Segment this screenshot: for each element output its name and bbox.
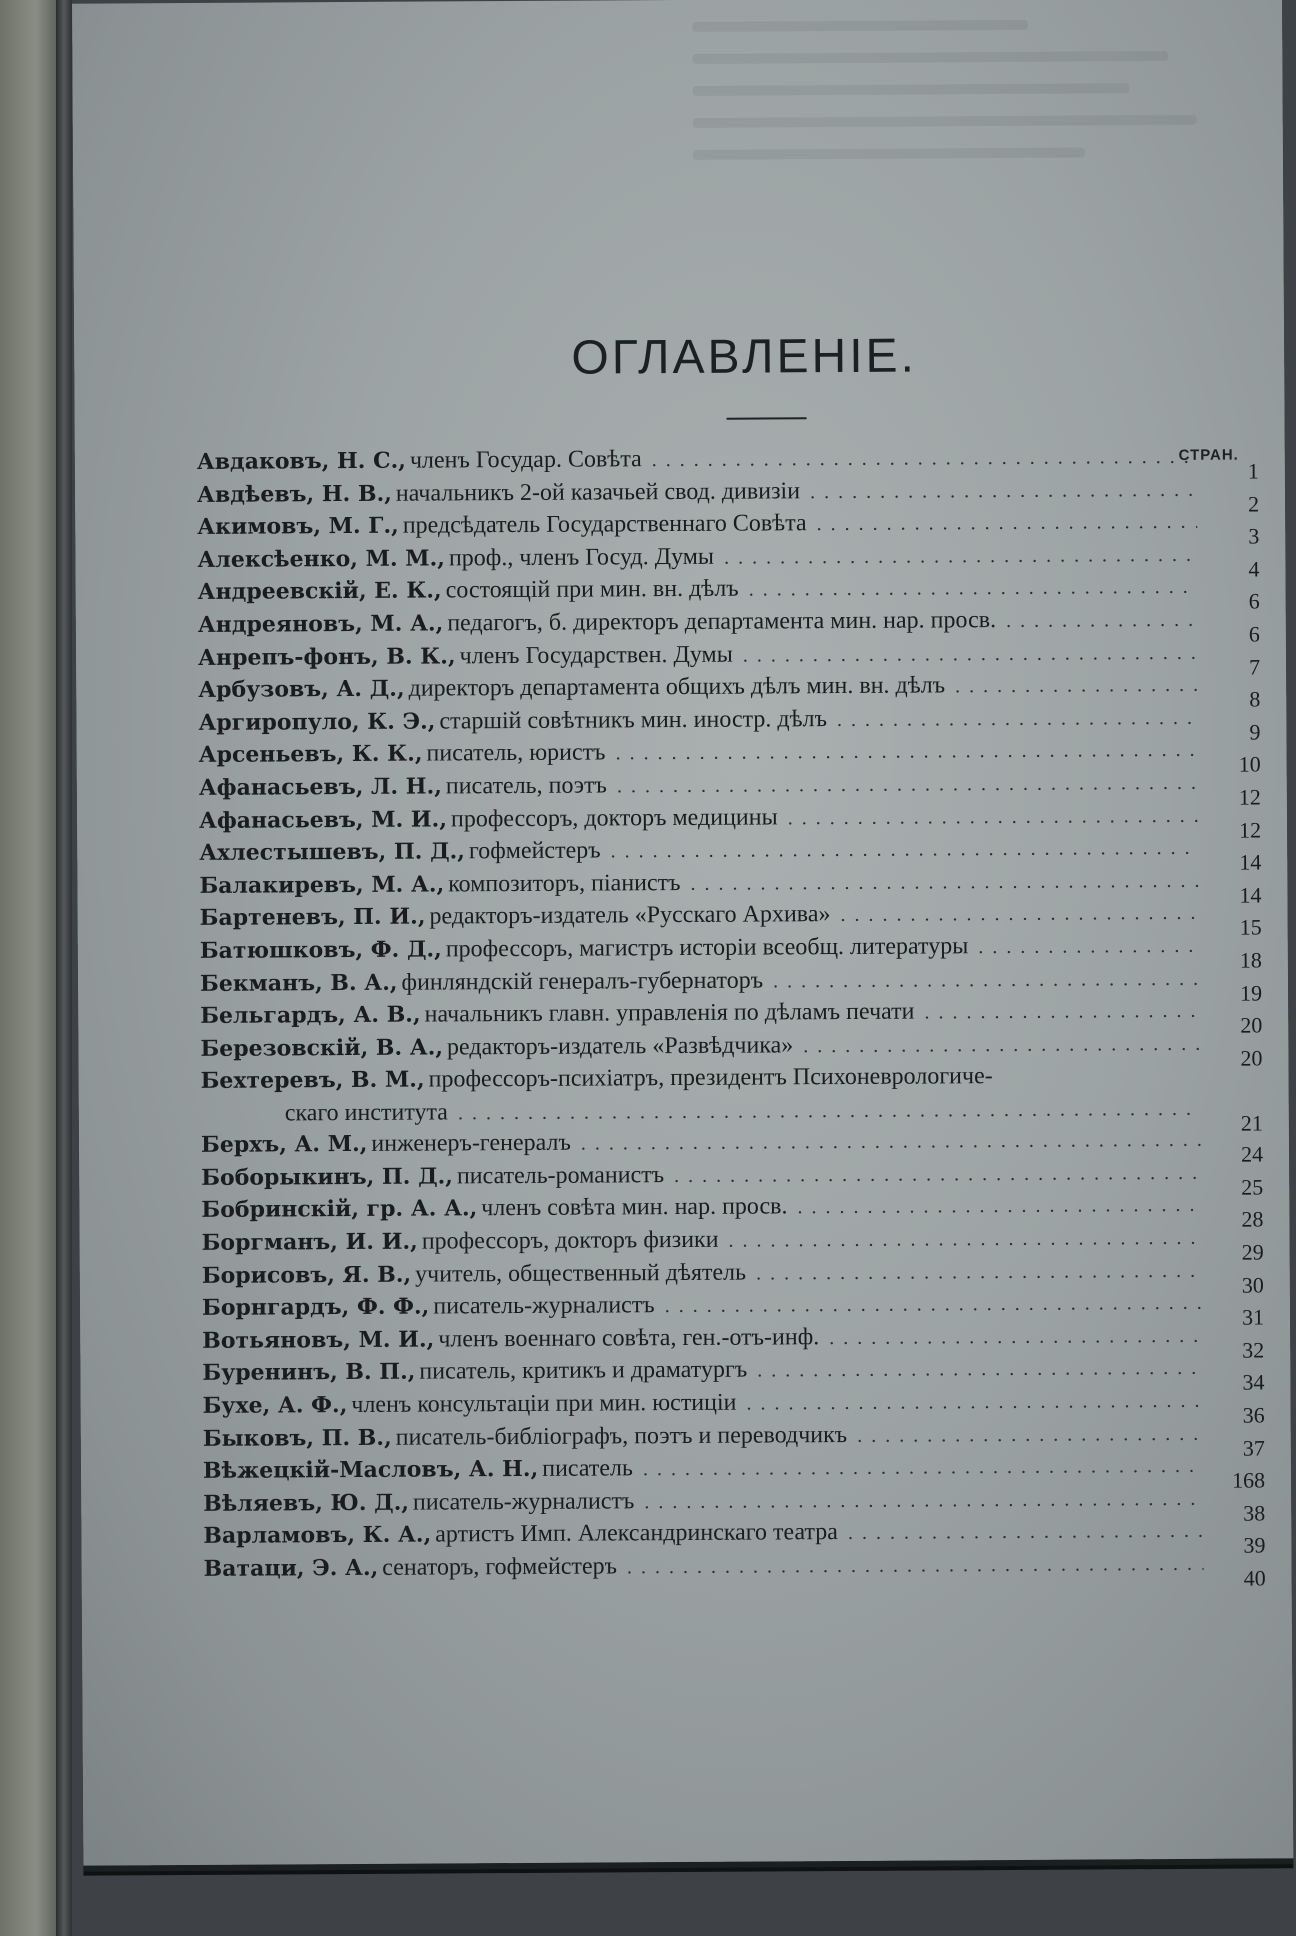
table-of-contents [196,442,1266,1591]
dot-leader [773,967,1200,993]
entry-description: редакторъ-издатель «Русскаго Архива» [429,901,831,930]
entry-description: писатель, поэтъ [445,772,608,800]
entry-description: начальникъ 2-ой казачьей свод. дивизіи [395,477,801,507]
entry-description: членъ совѣта мин. нар. просв. [481,1193,788,1222]
entry-name: Борисовъ, Я. В., [201,1261,412,1289]
entry-name: Бельгардъ, А. В., [200,1001,421,1030]
dot-leader [627,1553,1204,1580]
entry-description: писатель, критикъ и драматургъ [419,1357,748,1386]
entry-description: предсѣдатель Государственнаго Совѣта [402,510,807,539]
entry-name: Андреяновъ, М. А., [197,610,444,638]
entry-name: Афанасьевъ, М. И., [198,805,448,834]
entry-page-number: 168 [1231,1467,1266,1493]
entry-description: писатель-журналистъ [412,1488,635,1516]
entry-page-number: 7 [1249,654,1261,680]
entry-description: артистъ Имп. Александринскаго театра [435,1519,838,1548]
dot-leader [665,1292,1202,1318]
dot-leader [643,1455,1203,1481]
entry-name: Анрепъ-фонъ, В. К., [197,642,456,671]
entry-description: проф., членъ Госуд. Думы [448,543,715,572]
entry-page-number: 38 [1243,1500,1266,1526]
entry-name: Батюшковъ, Ф. Д., [199,936,442,964]
entry-description: скаго института [284,1099,448,1127]
entry-page-number: 18 [1239,947,1262,973]
entry-name: Балакиревъ, М. А., [199,871,445,899]
entry-page-number: 21 [1240,1110,1263,1136]
entry-description: инженеръ-генералъ [371,1129,571,1158]
entry-name: Буренинъ, В. П., [202,1359,416,1387]
page-column-header: СТРАН. [1178,446,1239,464]
entry-page-number: 1 [1247,458,1259,484]
entry-page-number: 3 [1248,523,1260,549]
entry-page-number: 28 [1241,1206,1264,1233]
entry-page-number: 6 [1248,621,1260,647]
entry-description: профессоръ, докторъ физики [421,1226,719,1255]
entry-page-number: 40 [1243,1565,1266,1591]
entry-name: Вѣжецкій-Масловъ, А. Н., [202,1456,539,1485]
entry-page-number: 8 [1249,686,1261,712]
entry-page-number: 15 [1239,914,1262,940]
dot-leader [615,739,1198,766]
entry-description: членъ военнаго совѣта, ген.-отъ-инф. [438,1324,820,1353]
dot-leader [817,511,1198,536]
entry-name: Бобринскій, гр. А. А., [201,1195,478,1224]
entry-page-number: 24 [1240,1141,1264,1167]
book-gutter [56,0,72,1936]
entry-name: Алексѣенко, М. М., [197,545,445,573]
entry-page-number: 14 [1239,849,1262,875]
dot-leader [840,902,1199,927]
title-rule [727,417,807,419]
page-title: ОГЛАВЛЕНІЕ. [571,329,918,385]
entry-page-number: 37 [1242,1435,1265,1461]
entry-description: членъ консультаціи при мин. юстиціи [351,1389,737,1419]
entry-name: Вотьяновъ, М. И., [202,1326,435,1354]
entry-description: директоръ департамента общихъ дѣлъ мин. вн. дѣлъ [408,672,946,702]
entry-name: Берхъ, А. М., [200,1131,368,1159]
entry-name: Быковъ, П. В., [202,1424,392,1452]
entry-description: учитель, общественный дѣятель [415,1259,747,1288]
entry-page-number: 9 [1249,719,1261,745]
entry-page-number: 29 [1241,1239,1264,1265]
entry-description: гофмейстеръ [468,837,601,865]
entry-name: Боргманъ, И. И., [201,1228,418,1256]
dot-leader [617,772,1199,799]
entry-name: Вѣляевъ, Ю. Д., [203,1489,410,1517]
entry-page-number: 30 [1241,1272,1264,1298]
dot-leader [955,674,1198,698]
dot-leader [978,935,1200,959]
entry-name: Акимовъ, М. Г., [197,512,399,541]
dot-leader [797,1194,1201,1219]
entry-description: старшій совѣтникъ мин. иностр. дѣлъ [439,705,828,735]
entry-page-number: 34 [1242,1369,1265,1396]
entry-page-number: 32 [1242,1337,1265,1363]
entry-page-number: 6 [1248,588,1260,614]
entry-name: Варламовъ, К. А., [203,1521,432,1550]
dot-leader [837,707,1199,732]
entry-description: писатель-журналистъ [433,1292,655,1320]
facing-page-edge [0,0,60,1936]
toc-entry [203,1549,1266,1591]
dot-leader [829,1325,1202,1350]
dot-leader [810,478,1197,503]
entry-name: Афанасьевъ, Л. Н., [198,773,442,801]
entry-name: Бухе, А. Ф., [202,1392,348,1419]
dot-leader [857,1422,1203,1447]
entry-description: начальникъ главн. управленія по дѣламъ печати [424,998,915,1028]
entry-name: Боборыкинъ, П. Д., [201,1163,453,1191]
bleed-through-text [692,0,1254,300]
entry-description: редакторъ-издатель «Развѣдчика» [446,1031,794,1061]
entry-description: членъ Государ. Совѣта [409,446,642,474]
entry-description: состоящій при мин. вн. дѣлъ [445,576,739,604]
entry-description: профессоръ, докторъ медицины [450,803,778,832]
dot-leader [690,870,1199,896]
entry-page-number: 19 [1239,979,1263,1006]
entry-name: Ватаци, Э. А., [203,1554,379,1582]
entry-name: Авдаковъ, Н. С., [196,447,406,475]
entry-page-number: 12 [1239,816,1262,843]
dot-leader [644,1488,1203,1514]
entry-name: Арсеньевъ, К. К., [198,740,423,769]
entry-name: Авдѣевъ, Н. В., [196,480,392,508]
entry-description: писатель [542,1455,634,1483]
entry-description: сенаторъ, гофмейстеръ [382,1553,618,1581]
dot-leader [749,576,1198,602]
entry-description: писатель-библіографъ, поэтъ и переводчикъ [395,1421,848,1451]
entry-page-number: 25 [1241,1174,1264,1200]
entry-description: профессоръ, магистръ исторіи всеобщ. литературы [445,933,969,963]
dot-leader [756,1259,1202,1285]
entry-name: Бартеневъ, П. И., [199,903,426,932]
dot-leader [724,544,1198,570]
entry-page-number: 20 [1240,1012,1263,1038]
entry-page-number: 12 [1238,784,1261,810]
entry-name: Арбузовъ, А. Д., [198,675,405,704]
entry-name: Борнгардъ, Ф. Ф., [201,1293,430,1322]
dot-leader [924,1000,1200,1025]
entry-page-number: 14 [1239,882,1262,908]
dot-leader [581,1129,1201,1156]
entry-page-number: 20 [1240,1045,1263,1071]
entry-description: композиторъ, піанистъ [448,869,681,898]
dot-leader [803,1033,1200,1058]
entry-page-number: 10 [1238,751,1261,777]
dot-leader [728,1227,1201,1253]
dot-leader [743,641,1198,667]
entry-description: писатель-романистъ [456,1161,665,1190]
entry-name: Бехтеревъ, В. М., [200,1066,425,1095]
dot-leader [757,1357,1202,1383]
entry-name: Березовскій, В. А., [200,1034,444,1062]
dot-leader [674,1162,1201,1188]
dot-leader [652,446,1197,472]
book-page [72,0,1293,1866]
entry-description: профессоръ-психіатръ, президентъ Психоневрологиче- [428,1063,993,1093]
entry-page-number: 31 [1241,1304,1265,1330]
entry-page-number: 2 [1248,491,1260,517]
dot-leader [848,1520,1204,1545]
entry-page-number: 4 [1248,556,1260,582]
entry-name: Бекманъ, В. А., [199,969,398,997]
entry-description: писатель, юристъ [426,739,606,767]
dot-leader [458,1098,1201,1126]
entry-description: педагогъ, б. директоръ департамента мин. нар. просв. [447,607,997,637]
entry-name: Андреевскій, Е. К., [197,577,442,606]
entry-description: членъ Государствен. Думы [459,641,733,669]
entry-page-number: 36 [1242,1402,1265,1428]
entry-name: Ахлестышевъ, П. Д., [199,838,465,867]
dot-leader [611,837,1200,864]
entry-page-number: 39 [1243,1532,1266,1558]
entry-description: финляндскій генералъ-губернаторъ [401,966,764,996]
dot-leader [788,804,1199,830]
entry-name: Аргиропуло, К. Э., [198,708,436,736]
dot-leader [1006,609,1198,633]
dot-leader [746,1390,1202,1416]
